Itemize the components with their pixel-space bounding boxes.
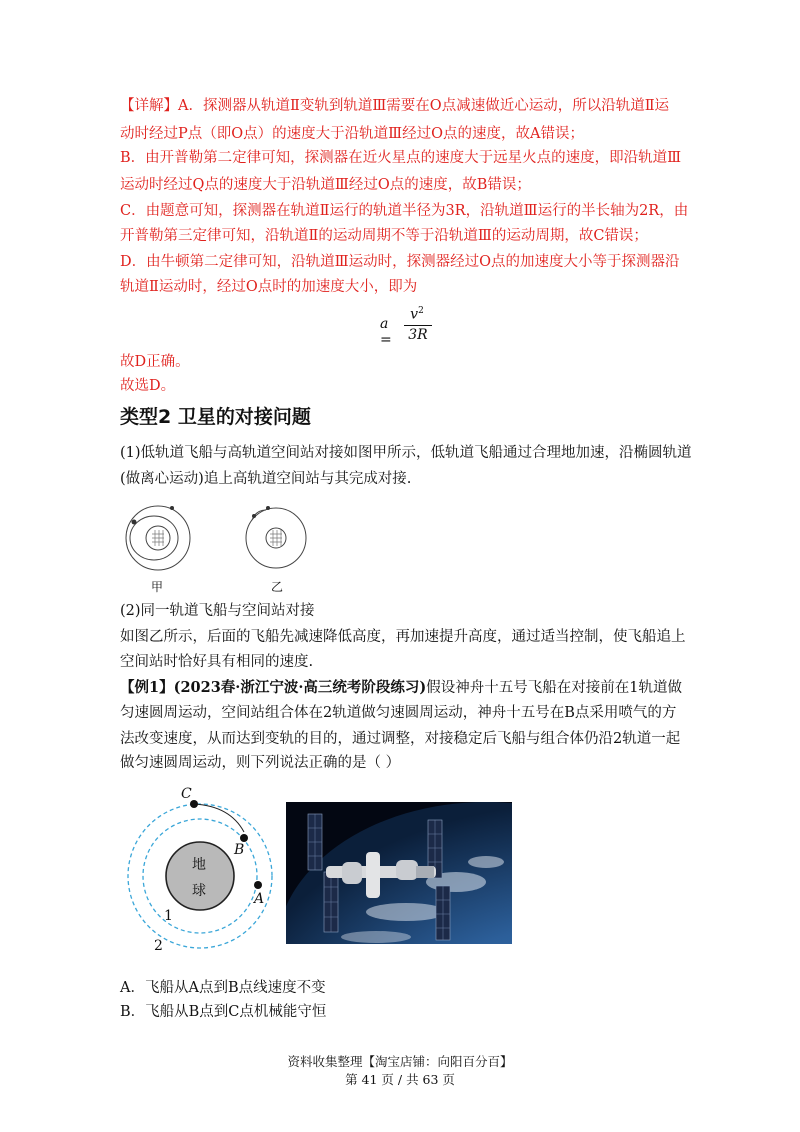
answer-conclusion: 故D正确。 <box>120 354 190 370</box>
option-a: A．飞船从A点到B点线速度不变 <box>120 980 326 996</box>
page-number: 第 41 页 / 共 63 页 <box>345 1072 455 1087</box>
label-b: B <box>234 842 245 858</box>
answer-line: C．由题意可知，探测器在轨道Ⅱ运行的轨道半径为3R，沿轨道Ⅲ运行的半长轴为2R，由 <box>120 203 689 219</box>
label-orbit-1: 1 <box>164 908 173 924</box>
figure-yi <box>246 506 306 568</box>
footer-source: 资料收集整理【淘宝店铺：向阳百分百】 <box>287 1054 513 1069</box>
answer-choice: 故选D。 <box>120 378 176 394</box>
example-tag: 【例1】 <box>120 679 174 696</box>
earth-label-1: 地 <box>192 857 206 873</box>
orbit-diagram <box>120 788 280 960</box>
formula-lhs: a = <box>380 316 392 348</box>
answer-line: 动时经过P点（即O点）的速度大于沿轨道Ⅲ经过O点的速度，故A错误； <box>120 126 584 142</box>
example-line: 法改变速度，从而达到变轨的目的，通过调整，对接稳定后飞船与组合体仍沿2轨道一起 <box>120 731 681 747</box>
option-b: B．飞船从B点到C点机械能守恒 <box>120 1004 327 1020</box>
point-a <box>254 881 262 889</box>
figure-jia <box>126 506 190 570</box>
section-paragraph: 如图乙所示，后面的飞船先减速降低高度，再加速提升高度，通过适当控制，使飞船追上 <box>120 629 686 645</box>
section-title: 类型2 卫星的对接问题 <box>120 406 311 428</box>
point-b <box>240 834 248 842</box>
example-text: 假设神舟十五号飞船在对接前在1轨道做 <box>426 680 683 696</box>
docking-figures <box>120 500 320 580</box>
answer-line: 【详解】A．探测器从轨道Ⅱ变轨到轨道Ⅲ需要在O点减速做近心运动，所以沿轨道Ⅱ运 <box>120 98 670 114</box>
section-paragraph: 空间站时恰好具有相同的速度. <box>120 654 314 670</box>
example-line: 匀速圆周运动，空间站组合体在2轨道做匀速圆周运动，神舟十五号在B点采用喷气的方 <box>120 705 677 721</box>
label-a: A <box>254 891 265 907</box>
formula-power: 2 <box>418 306 424 316</box>
answer-line: 轨道Ⅱ运动时，经过O点时的加速度大小，即为 <box>120 279 418 295</box>
figure-label-jia: 甲 <box>151 580 164 594</box>
transfer-path <box>194 804 244 832</box>
example-first-line <box>120 678 682 698</box>
section-subtitle: (2)同一轨道飞船与空间站对接 <box>120 603 315 619</box>
example-source: (2023春·浙江宁波·高三统考阶段练习) <box>173 679 427 696</box>
answer-line: 运动时经过Q点的速度大于沿轨道Ⅲ经过O点的速度，故B错误； <box>120 177 531 193</box>
formula-denominator: 3R <box>408 327 428 343</box>
label-c: C <box>181 786 192 802</box>
section-paragraph: (做离心运动)追上高轨道空间站与其完成对接. <box>120 471 412 487</box>
example-line: 做匀速圆周运动，则下列说法正确的是（ ） <box>120 755 401 771</box>
answer-line: D．由牛顿第二定律可知，沿轨道Ⅲ运动时，探测器经过O点的加速度大小等于探测器沿 <box>120 254 680 270</box>
section-paragraph: (1)低轨道飞船与高轨道空间站对接如图甲所示，低轨道飞船通过合理地加速，沿椭圆轨道 <box>120 445 692 461</box>
answer-line: 开普勒第三定律可知，沿轨道Ⅱ的运动周期不等于沿轨道Ⅲ的运动周期，故C错误； <box>120 228 648 244</box>
label-orbit-2: 2 <box>154 938 163 954</box>
formula-numerator: v <box>410 306 419 323</box>
figure-label-yi: 乙 <box>271 580 284 594</box>
space-station-photo <box>286 802 512 944</box>
answer-line: B．由开普勒第二定律可知，探测器在近火星点的速度大于远星火点的速度，即沿轨道Ⅲ <box>120 150 682 166</box>
earth-label-2: 球 <box>192 883 206 899</box>
